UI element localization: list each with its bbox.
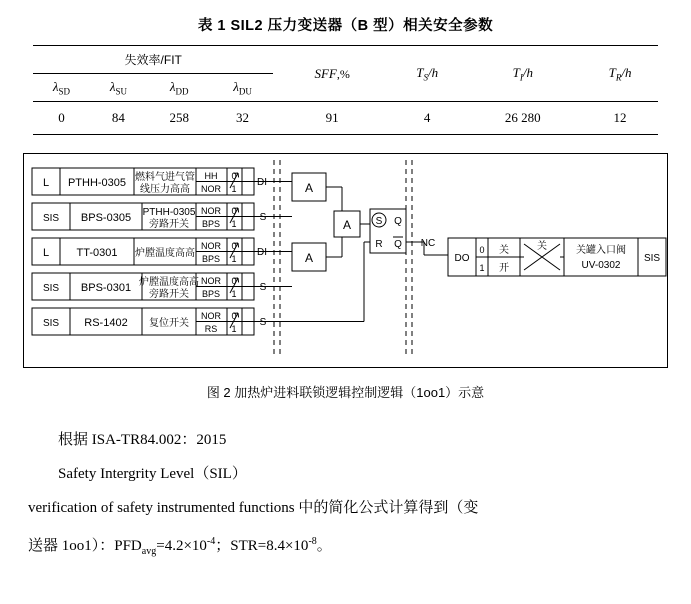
formula-mid: =4.2×10 (156, 538, 207, 555)
do-state-bottom: 开 (499, 263, 509, 275)
row1-desc2: 线压力高高 (140, 184, 190, 196)
row5-gate-top: NOR (201, 311, 221, 322)
row5-desc1: 复位开关 (149, 318, 189, 330)
row2-gate-top: NOR (201, 206, 221, 217)
formula-sup-1: -4 (206, 536, 216, 548)
paragraph-3-line1: verification of safety instrumented functions 中的简化公式计算得到（变 (28, 500, 479, 517)
col-header-lambda-dd: $\lambda_{DD}$ (169, 79, 189, 97)
and-gate-3-label: A (342, 218, 352, 233)
row1-num-top: 0 (231, 171, 237, 182)
row5-gate-bottom: RS (204, 324, 218, 335)
row5-out: S (259, 317, 267, 329)
cell-lambda-dd: 258 (147, 102, 212, 135)
row2-num-bottom: 1 (231, 219, 237, 230)
row3-gate-top: NOR (201, 241, 221, 252)
formula-end: 。 (316, 538, 332, 555)
row1-gate-top: HH (204, 171, 218, 182)
row2-num-top: 0 (231, 206, 237, 217)
paragraph-2: Safety Intergrity Level（SIL） (58, 466, 247, 483)
cell-lambda-du: 32 (212, 102, 274, 135)
valve-arrow-label: 关 (537, 241, 547, 253)
row5-prefix: SIS (42, 318, 60, 330)
table-caption: 表 1 SIL2 压力变送器（B 型）相关安全参数 (197, 18, 494, 34)
col-header-tr: $T_R/h$ (582, 46, 658, 102)
row4-gate-top: NOR (201, 276, 221, 287)
and-gate-2-label: A (304, 251, 314, 266)
row3-gate-bottom: BPS (201, 254, 221, 265)
row5-num-top: 0 (231, 311, 237, 322)
row3-prefix: L (42, 247, 50, 260)
row2-out: S (259, 212, 267, 224)
valve-line2: UV-0302 (581, 260, 621, 272)
logic-diagram-svg (24, 154, 667, 367)
row3-num-top: 0 (231, 241, 237, 252)
paragraph-4 (28, 525, 663, 569)
col-header-lambda-su: $\lambda_{SU}$ (109, 79, 127, 97)
nc-label: NC (420, 238, 436, 250)
flipflop-qbar-label: Q (394, 239, 402, 251)
row5-tag: RS-1402 (84, 317, 128, 330)
row1-num-bottom: 1 (231, 184, 237, 195)
cell-ti: 26 280 (463, 102, 582, 135)
flipflop-reset-label: R (375, 239, 383, 251)
row3-desc1: 炉膛温度高高 (135, 248, 195, 260)
row2-desc1: PTHH-0305 (142, 207, 196, 219)
row4-tag: BPS-0301 (80, 282, 132, 295)
row4-desc2: 旁路开关 (149, 289, 189, 301)
cell-sff: 91 (273, 102, 390, 135)
col-header-ti: $T_I/h$ (463, 46, 582, 102)
paragraph-3 (28, 491, 663, 525)
row2-tag: BPS-0305 (80, 212, 132, 225)
output-sis-label: SIS (643, 253, 661, 265)
row1-prefix: L (42, 177, 50, 190)
table-header-row-group (33, 46, 658, 74)
row1-gate-bottom: NOR (201, 184, 221, 195)
flipflop-set-label: S (375, 216, 383, 228)
safety-parameters-table (33, 45, 658, 135)
flipflop-q-label: Q (394, 216, 402, 228)
row4-num-bottom: 1 (231, 289, 237, 300)
col-header-lambda-du: $\lambda_{DU}$ (233, 79, 252, 97)
row1-desc1: 燃料气进气管 (135, 172, 195, 184)
row5-num-bottom: 1 (231, 324, 237, 335)
do-state-top: 关 (499, 245, 509, 257)
row2-prefix: SIS (42, 213, 60, 225)
row4-desc1: 炉膛温度高高 (139, 277, 199, 289)
table-row (33, 102, 658, 135)
paragraph-1: 根据 ISA-TR84.002：2015 (58, 432, 227, 449)
col-header-lambda-sd: $\lambda_{SD}$ (52, 79, 71, 97)
do-num-bottom: 1 (479, 263, 485, 274)
formula-sub-avg: avg (141, 546, 157, 558)
cell-lambda-sd: 0 (33, 102, 90, 135)
do-num-top: 0 (479, 245, 485, 256)
row4-out: S (259, 282, 267, 294)
group-header-failure-rate: 失效率/FIT (33, 46, 273, 74)
col-header-sff: SFF,% (273, 46, 390, 102)
row3-num-bottom: 1 (231, 254, 237, 265)
cell-ts: 4 (391, 102, 464, 135)
row4-prefix: SIS (42, 283, 60, 295)
cell-lambda-su: 84 (90, 102, 147, 135)
figure-caption: 图 2 加热炉进料联锁逻辑控制逻辑（1oo1）示意 (206, 385, 485, 401)
row2-gate-bottom: BPS (201, 219, 221, 230)
formula-mid-2: ；STR=8.4×10 (215, 538, 309, 555)
cell-tr: 12 (582, 102, 658, 135)
do-label: DO (454, 253, 470, 265)
logic-diagram (23, 153, 668, 368)
body-text (0, 423, 691, 569)
formula-sup-2: -8 (308, 536, 317, 548)
row3-tag: TT-0301 (76, 247, 118, 260)
and-gate-1-label: A (304, 181, 314, 196)
row1-out: DI (257, 177, 267, 189)
row3-out: DI (257, 247, 267, 259)
row4-num-top: 0 (231, 276, 237, 287)
formula-prefix: 送器 1oo1）：PFD (28, 538, 142, 555)
row4-gate-bottom: BPS (201, 289, 221, 300)
row2-desc2: 旁路开关 (149, 219, 189, 231)
col-header-ts: $T_S/h$ (391, 46, 464, 102)
row1-tag: PTHH-0305 (67, 177, 127, 190)
valve-line1: 关罐入口阀 (576, 245, 626, 257)
